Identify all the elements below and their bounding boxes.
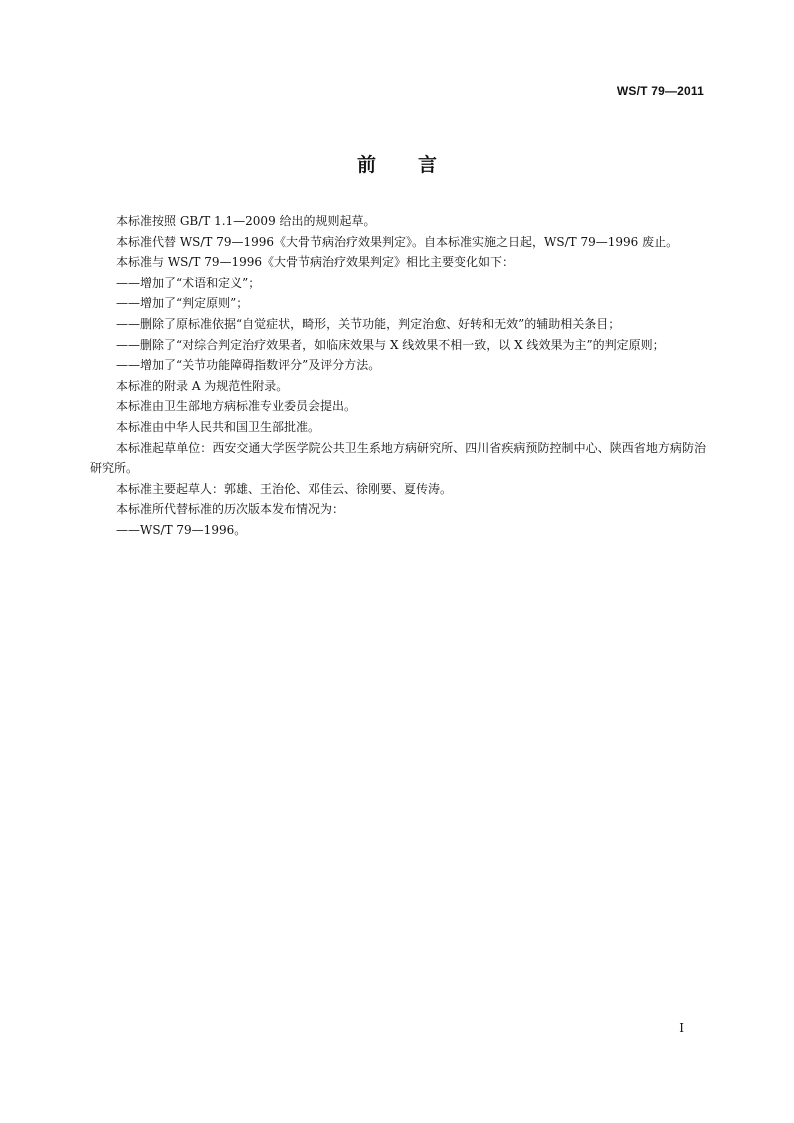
change-item-text: 删除了原标准依据“自觉症状，畸形，关节功能，判定治愈、好转和无效”的辅助相关条目；: [140, 316, 621, 331]
page-title: 前言: [356, 154, 479, 176]
change-item: [90, 355, 706, 376]
dash-marker: ——: [116, 337, 140, 352]
change-item-text: 增加了“关节功能障碍指数评分”及评分方法。: [140, 358, 381, 373]
paragraph-appendix: 本标准的附录 A 为规范性附录。: [116, 378, 289, 393]
paragraph-drafting-rules: 本标准按照 GB/T 1.1—2009 给出的规则起草。: [116, 214, 376, 228]
dash-marker: ——: [116, 316, 140, 331]
change-item: [90, 273, 706, 294]
standard-code: WS/T 79—2011: [616, 84, 704, 98]
change-item: [90, 335, 706, 356]
paragraph-replacement: 本标准代替 WS/T 79—1996《大骨节病治疗效果判定》。自本标准实施之日起，WS/T 79—1996 废止。: [116, 234, 679, 249]
history-item-text: WS/T 79—1996。: [140, 522, 247, 537]
paragraph-drafting-units: 本标准起草单位：西安交通大学医学院公共卫生系地方病研究所、四川省疾病预防控制中心、陕西省地方病防治研究所。: [90, 440, 706, 476]
change-item-text: 增加了“判定原则”；: [140, 296, 249, 311]
page-number: I: [679, 1021, 684, 1035]
dash-marker: ——: [116, 358, 140, 373]
dash-marker: ——: [116, 522, 140, 537]
paragraph-approver: 本标准由中华人民共和国卫生部批准。: [116, 419, 321, 434]
document-body: [90, 211, 706, 541]
change-item-text: 删除了“对综合判定治疗效果者，如临床效果与 X 线效果不相一致，以 X 线效果为主”的判定原则；: [140, 337, 665, 352]
history-item: [90, 520, 706, 541]
dash-marker: ——: [116, 275, 140, 290]
paragraph-changes-intro: 本标准与 WS/T 79—1996《大骨节病治疗效果判定》相比主要变化如下：: [116, 255, 515, 270]
change-item: [90, 314, 706, 335]
change-item: [90, 293, 706, 314]
paragraph-history-intro: 本标准所代替标准的历次版本发布情况为：: [116, 502, 345, 517]
dash-marker: ——: [116, 296, 140, 311]
paragraph-proposer: 本标准由卫生部地方病标准专业委员会提出。: [116, 399, 357, 414]
paragraph-drafters: 本标准主要起草人：郭雄、王治伦、邓佳云、徐刚要、夏传涛。: [116, 481, 453, 496]
change-item-text: 增加了“术语和定义”；: [140, 275, 261, 290]
